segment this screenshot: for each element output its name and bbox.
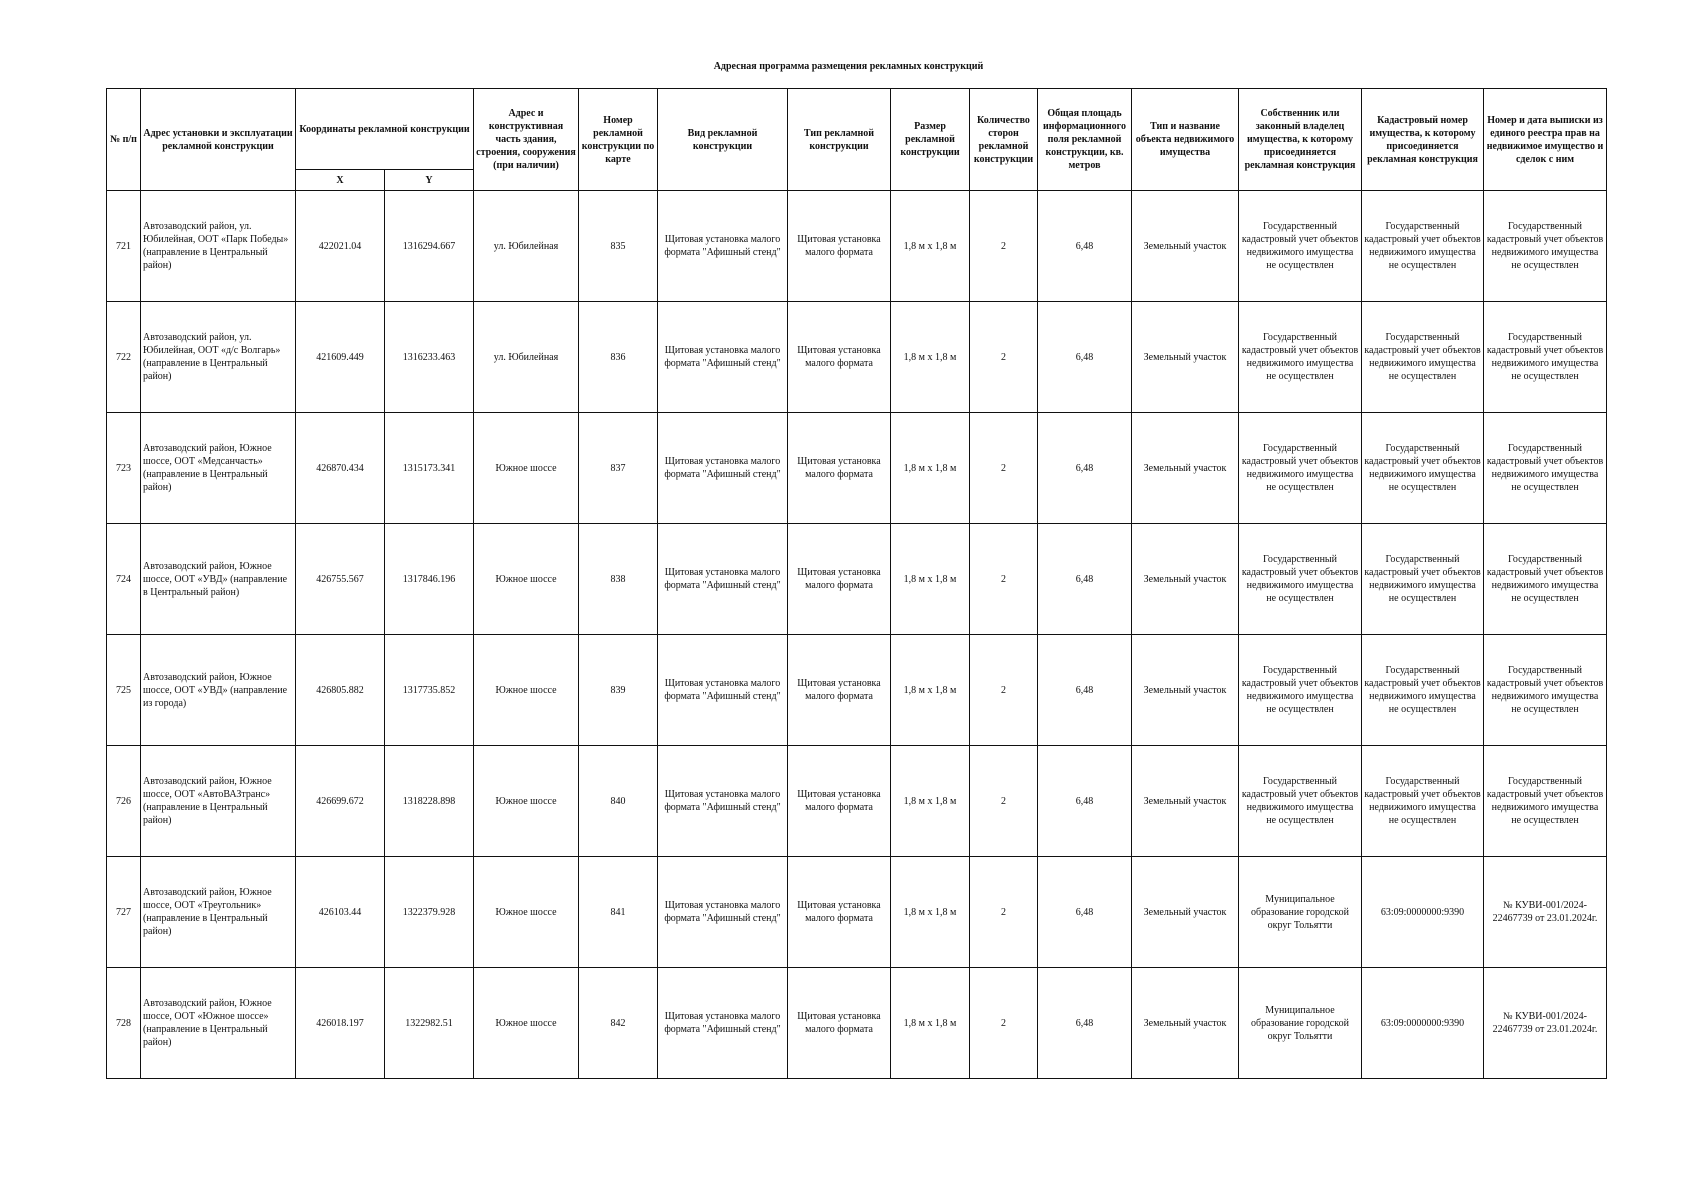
table-row (107, 302, 1607, 413)
cell-registry: Государственный кадастровый учет объектов недвижимого имущества не осуществлен (1484, 302, 1607, 413)
cell-address: Автозаводский район, ул. Юбилейная, ООТ «д/с Волгарь» (направление в Центральный район) (141, 302, 296, 413)
header-property: Тип и название объекта недвижимого имущества (1132, 89, 1239, 191)
cell-part: Южное шоссе (474, 968, 579, 1079)
cell-cadastral: Государственный кадастровый учет объектов недвижимого имущества не осуществлен (1362, 635, 1484, 746)
cell-map-num: 836 (579, 302, 658, 413)
cell-x: 426870.434 (296, 413, 385, 524)
cell-y: 1316233.463 (385, 302, 474, 413)
cell-address: Автозаводский район, Южное шоссе, ООТ «УВД» (направление из города) (141, 635, 296, 746)
cell-x: 426755.567 (296, 524, 385, 635)
cell-num: 728 (107, 968, 141, 1079)
cell-sides: 2 (970, 524, 1038, 635)
header-owner: Собственник или законный владелец имущества, к которому присоединяется рекламная конструкция (1239, 89, 1362, 191)
cell-cadastral: Государственный кадастровый учет объектов недвижимого имущества не осуществлен (1362, 302, 1484, 413)
header-part: Адрес и конструктивная часть здания, строения, сооружения (при наличии) (474, 89, 579, 191)
cell-num: 722 (107, 302, 141, 413)
cell-registry: Государственный кадастровый учет объектов недвижимого имущества не осуществлен (1484, 413, 1607, 524)
cell-type: Щитовая установка малого формата (788, 524, 891, 635)
cell-address: Автозаводский район, Южное шоссе, ООТ «УВД» (направление в Центральный район) (141, 524, 296, 635)
header-coords: Координаты рекламной конструкции (296, 89, 474, 170)
cell-map-num: 839 (579, 635, 658, 746)
cell-kind: Щитовая установка малого формата "Афишный стенд" (658, 857, 788, 968)
cell-map-num: 841 (579, 857, 658, 968)
cell-x: 426103.44 (296, 857, 385, 968)
cell-registry: Государственный кадастровый учет объектов недвижимого имущества не осуществлен (1484, 635, 1607, 746)
table-row (107, 635, 1607, 746)
cell-sides: 2 (970, 857, 1038, 968)
cell-part: Южное шоссе (474, 524, 579, 635)
cell-part: Южное шоссе (474, 857, 579, 968)
header-registry: Номер и дата выписки из единого реестра прав на недвижимое имущество и сделок с ним (1484, 89, 1607, 191)
cell-cadastral: 63:09:0000000:9390 (1362, 968, 1484, 1079)
cell-property: Земельный участок (1132, 968, 1239, 1079)
cell-y: 1315173.341 (385, 413, 474, 524)
cell-sides: 2 (970, 968, 1038, 1079)
cell-cadastral: Государственный кадастровый учет объектов недвижимого имущества не осуществлен (1362, 524, 1484, 635)
cell-map-num: 838 (579, 524, 658, 635)
cell-type: Щитовая установка малого формата (788, 635, 891, 746)
cell-map-num: 835 (579, 191, 658, 302)
cell-area: 6,48 (1038, 968, 1132, 1079)
cell-registry: № КУВИ-001/2024-22467739 от 23.01.2024г. (1484, 968, 1607, 1079)
cell-sides: 2 (970, 635, 1038, 746)
cell-registry: Государственный кадастровый учет объектов недвижимого имущества не осуществлен (1484, 191, 1607, 302)
cell-map-num: 842 (579, 968, 658, 1079)
cell-num: 723 (107, 413, 141, 524)
cell-owner: Государственный кадастровый учет объектов недвижимого имущества не осуществлен (1239, 746, 1362, 857)
cell-y: 1318228.898 (385, 746, 474, 857)
header-type: Тип рекламной конструкции (788, 89, 891, 191)
cell-size: 1,8 м х 1,8 м (891, 524, 970, 635)
cell-part: Южное шоссе (474, 635, 579, 746)
cell-size: 1,8 м х 1,8 м (891, 635, 970, 746)
cell-cadastral: Государственный кадастровый учет объектов недвижимого имущества не осуществлен (1362, 191, 1484, 302)
cell-x: 422021.04 (296, 191, 385, 302)
cell-address: Автозаводский район, ул. Юбилейная, ООТ «Парк Победы» (направление в Центральный район) (141, 191, 296, 302)
cell-cadastral: Государственный кадастровый учет объектов недвижимого имущества не осуществлен (1362, 413, 1484, 524)
cell-address: Автозаводский район, Южное шоссе, ООТ «Южное шоссе» (направление в Центральный район) (141, 968, 296, 1079)
cell-cadastral: 63:09:0000000:9390 (1362, 857, 1484, 968)
header-address: Адрес установки и эксплуатации рекламной конструкции (141, 89, 296, 191)
header-size: Размер рекламной конструкции (891, 89, 970, 191)
cell-sides: 2 (970, 413, 1038, 524)
cell-area: 6,48 (1038, 857, 1132, 968)
cell-owner: Государственный кадастровый учет объектов недвижимого имущества не осуществлен (1239, 635, 1362, 746)
cell-address: Автозаводский район, Южное шоссе, ООТ «АвтоВАЗтранс» (направление в Центральный район) (141, 746, 296, 857)
cell-kind: Щитовая установка малого формата "Афишный стенд" (658, 191, 788, 302)
cell-property: Земельный участок (1132, 857, 1239, 968)
cell-y: 1322982.51 (385, 968, 474, 1079)
cell-part: ул. Юбилейная (474, 191, 579, 302)
cell-map-num: 840 (579, 746, 658, 857)
cell-owner: Муниципальное образование городской округ Тольятти (1239, 857, 1362, 968)
cell-owner: Государственный кадастровый учет объектов недвижимого имущества не осуществлен (1239, 524, 1362, 635)
cell-kind: Щитовая установка малого формата "Афишный стенд" (658, 524, 788, 635)
cell-type: Щитовая установка малого формата (788, 968, 891, 1079)
cell-address: Автозаводский район, Южное шоссе, ООТ «Треугольник» (направление в Центральный район) (141, 857, 296, 968)
cell-area: 6,48 (1038, 413, 1132, 524)
cell-size: 1,8 м х 1,8 м (891, 413, 970, 524)
cell-size: 1,8 м х 1,8 м (891, 746, 970, 857)
cell-type: Щитовая установка малого формата (788, 857, 891, 968)
cell-size: 1,8 м х 1,8 м (891, 968, 970, 1079)
header-sides: Количество сторон рекламной конструкции (970, 89, 1038, 191)
cell-area: 6,48 (1038, 191, 1132, 302)
ad-program-table (106, 88, 1607, 1079)
cell-x: 421609.449 (296, 302, 385, 413)
cell-cadastral: Государственный кадастровый учет объектов недвижимого имущества не осуществлен (1362, 746, 1484, 857)
table-row (107, 524, 1607, 635)
header-map-num: Номер рекламной конструкции по карте (579, 89, 658, 191)
cell-sides: 2 (970, 191, 1038, 302)
cell-num: 721 (107, 191, 141, 302)
cell-num: 726 (107, 746, 141, 857)
cell-kind: Щитовая установка малого формата "Афишный стенд" (658, 413, 788, 524)
header-x: X (296, 170, 385, 191)
cell-size: 1,8 м х 1,8 м (891, 191, 970, 302)
cell-registry: Государственный кадастровый учет объектов недвижимого имущества не осуществлен (1484, 746, 1607, 857)
cell-size: 1,8 м х 1,8 м (891, 857, 970, 968)
cell-kind: Щитовая установка малого формата "Афишный стенд" (658, 746, 788, 857)
cell-part: ул. Юбилейная (474, 302, 579, 413)
cell-property: Земельный участок (1132, 413, 1239, 524)
cell-part: Южное шоссе (474, 746, 579, 857)
cell-type: Щитовая установка малого формата (788, 302, 891, 413)
cell-owner: Государственный кадастровый учет объектов недвижимого имущества не осуществлен (1239, 302, 1362, 413)
cell-x: 426018.197 (296, 968, 385, 1079)
cell-type: Щитовая установка малого формата (788, 191, 891, 302)
cell-num: 724 (107, 524, 141, 635)
cell-num: 725 (107, 635, 141, 746)
cell-x: 426699.672 (296, 746, 385, 857)
header-cadastral: Кадастровый номер имущества, к которому присоединяется рекламная конструкция (1362, 89, 1484, 191)
cell-area: 6,48 (1038, 524, 1132, 635)
table-row (107, 413, 1607, 524)
table-row (107, 746, 1607, 857)
cell-kind: Щитовая установка малого формата "Афишный стенд" (658, 635, 788, 746)
cell-owner: Государственный кадастровый учет объектов недвижимого имущества не осуществлен (1239, 413, 1362, 524)
cell-kind: Щитовая установка малого формата "Афишный стенд" (658, 302, 788, 413)
cell-map-num: 837 (579, 413, 658, 524)
cell-y: 1317735.852 (385, 635, 474, 746)
cell-y: 1317846.196 (385, 524, 474, 635)
cell-part: Южное шоссе (474, 413, 579, 524)
cell-sides: 2 (970, 746, 1038, 857)
cell-y: 1322379.928 (385, 857, 474, 968)
cell-area: 6,48 (1038, 746, 1132, 857)
cell-area: 6,48 (1038, 635, 1132, 746)
cell-kind: Щитовая установка малого формата "Афишный стенд" (658, 968, 788, 1079)
header-y: Y (385, 170, 474, 191)
table-row (107, 857, 1607, 968)
header-area: Общая площадь информационного поля рекламной конструкции, кв. метров (1038, 89, 1132, 191)
cell-address: Автозаводский район, Южное шоссе, ООТ «Медсанчасть» (направление в Центральный район) (141, 413, 296, 524)
header-kind: Вид рекламной конструкции (658, 89, 788, 191)
cell-owner: Государственный кадастровый учет объектов недвижимого имущества не осуществлен (1239, 191, 1362, 302)
header-num: № п/п (107, 89, 141, 191)
cell-property: Земельный участок (1132, 524, 1239, 635)
document-title: Адресная программа размещения рекламных конструкций (713, 61, 984, 72)
table-row (107, 968, 1607, 1079)
cell-property: Земельный участок (1132, 191, 1239, 302)
cell-property: Земельный участок (1132, 746, 1239, 857)
cell-x: 426805.882 (296, 635, 385, 746)
table-row (107, 191, 1607, 302)
cell-registry: № КУВИ-001/2024-22467739 от 23.01.2024г. (1484, 857, 1607, 968)
cell-area: 6,48 (1038, 302, 1132, 413)
cell-y: 1316294.667 (385, 191, 474, 302)
cell-registry: Государственный кадастровый учет объектов недвижимого имущества не осуществлен (1484, 524, 1607, 635)
cell-owner: Муниципальное образование городской округ Тольятти (1239, 968, 1362, 1079)
cell-num: 727 (107, 857, 141, 968)
cell-sides: 2 (970, 302, 1038, 413)
cell-property: Земельный участок (1132, 635, 1239, 746)
cell-property: Земельный участок (1132, 302, 1239, 413)
cell-type: Щитовая установка малого формата (788, 413, 891, 524)
cell-type: Щитовая установка малого формата (788, 746, 891, 857)
cell-size: 1,8 м х 1,8 м (891, 302, 970, 413)
